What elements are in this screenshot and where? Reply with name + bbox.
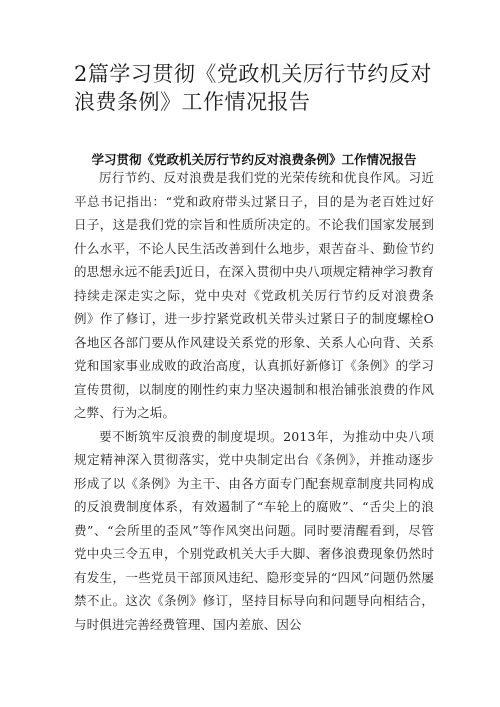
paragraph-2: 要不断筑牢反浪费的制度堤坝。2013年，为推动中央八项规定精神深入贯彻落实，党中央制定出台《条例》，并推动逐步形成了以《条例》为主干、由各方面专门配套规章制度共同构成的反浪费制度体系，有效遏制了“车轮上的腐败”、“舌尖上的浪费”、“会所里的歪风”等作风突出问题。同时要清醒看到，尽管党中央三令五申，个别党政机关大手大脚、奢侈浪费现象仍然时有发生，一些党员干部顶风违纪、隐形变异的“四风”问题仍然屡禁不止。这次《条例》修订，坚持目标导向和问题导向相结合，与时俱进完善经费管理、国内差旅、因公 (74, 428, 434, 632)
paragraph-1: 厉行节约、反对浪费是我们党的光荣传统和优良作风。习近平总书记指出：“党和政府带头过紧日子，目的是为老百姓过好日子，这是我们党的宗旨和性质所决定的。不论我们国家发展到什么水平，不论人民生活改善到什么地步，艰苦奋斗、勤俭节约的思想永远不能丢J近日，在深入贯彻中央八项规定精神学习教育持续走深走实之际，党中央对《党政机关厉行节约反对浪费条例》作了修订，进一步拧紧党政机关带头过紧日子的制度螺栓O各地区各部门要从作风建设关系党的形象、关系人心向背、关系党和国家事业成败的政治高度，认真抓好新修订《条例》的学习宣传贯彻，以制度的刚性约束力坚决遏制和根治铺张浪费的作风之弊、行为之垢。 (74, 170, 434, 420)
document-body (74, 166, 434, 636)
document-title: 2篇学习贯彻《党政机关厉行节约反对浪费条例》工作情况报告 (74, 62, 432, 114)
section-heading: 学习贯彻《党政机关厉行节约反对浪费条例》工作情况报告 (91, 152, 417, 167)
